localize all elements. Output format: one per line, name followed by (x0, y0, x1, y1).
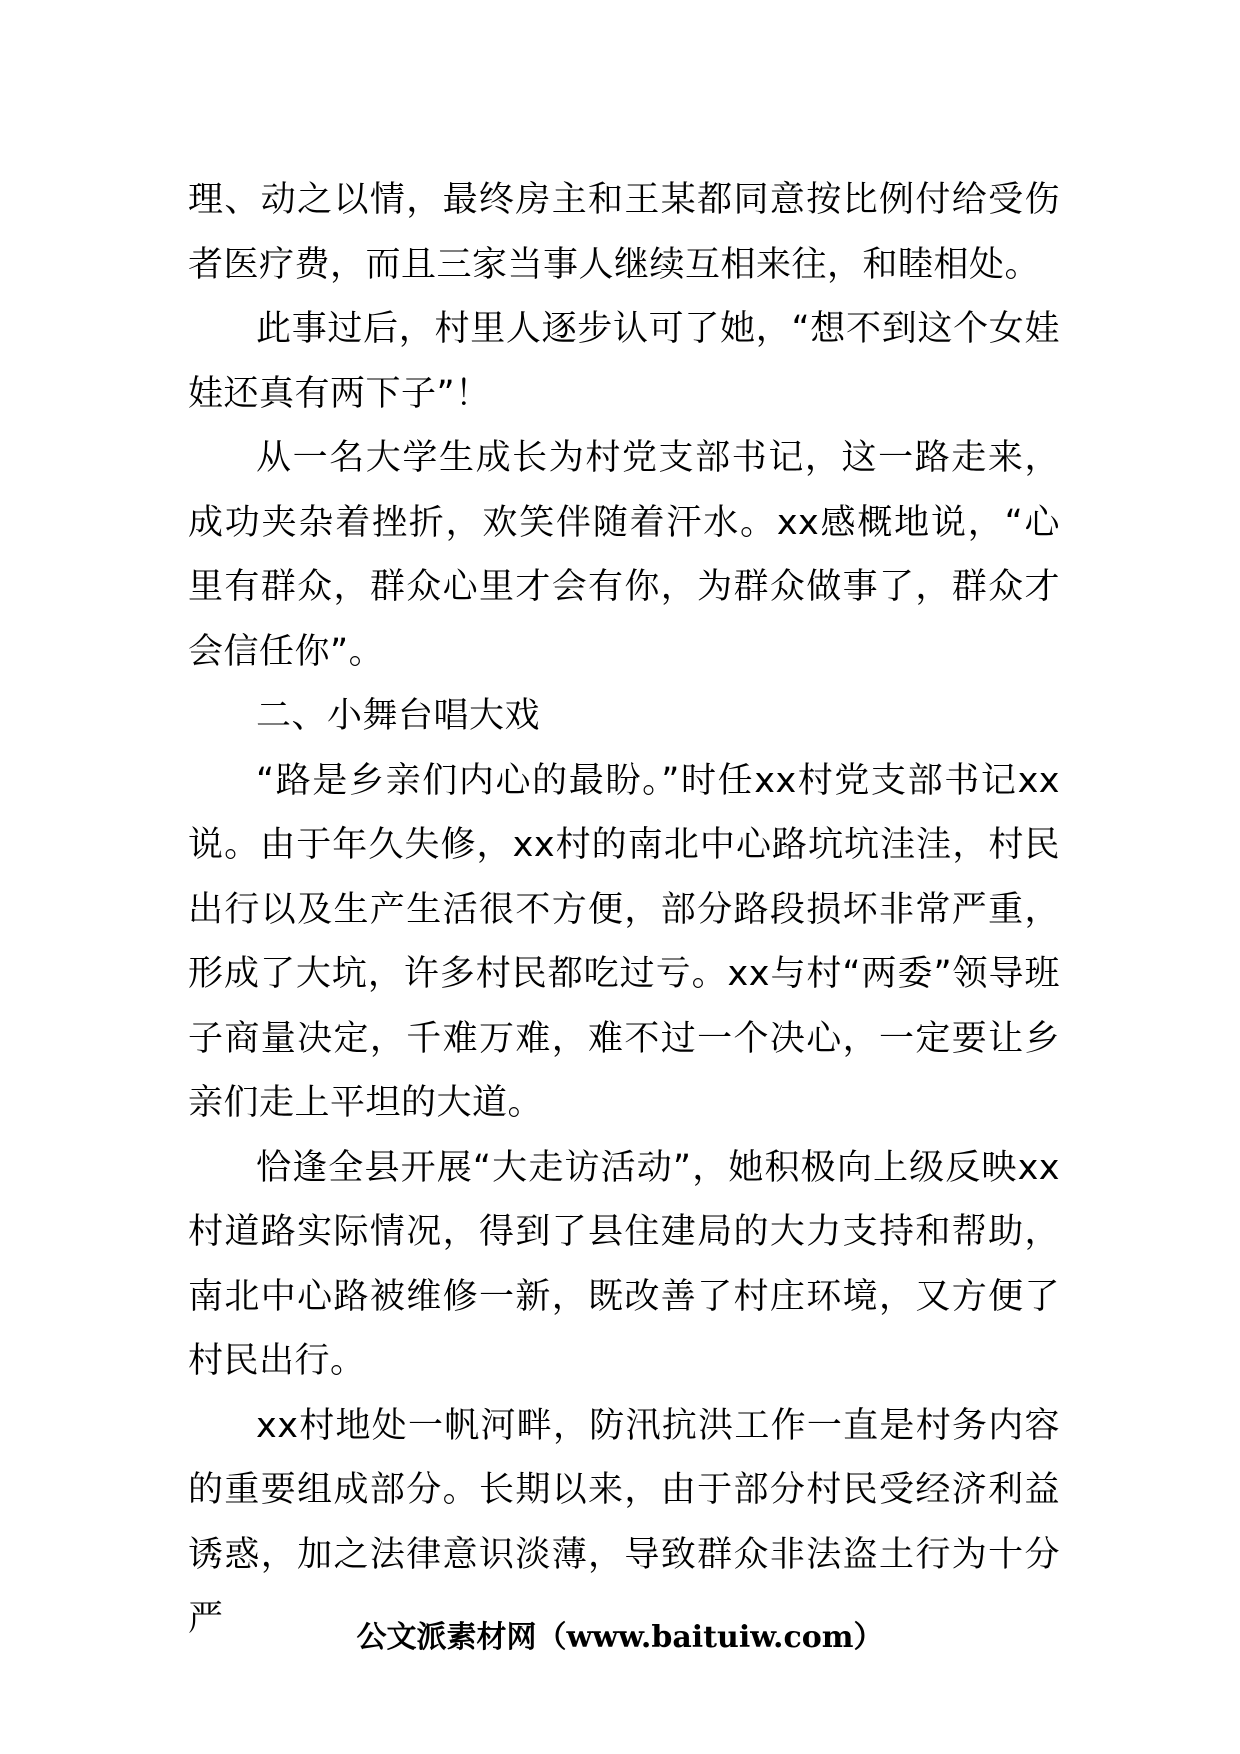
section-heading: 二、小舞台唱大戏 (256, 696, 541, 736)
paragraph: 理、动之以情，最终房主和王某都同意按比例付给受伤者医疗费，而且三家当事人继续互相来往，和睦相处。 (188, 180, 1060, 285)
paragraph: 恰逢全县开展“大走访活动”，她积极向上级反映xx村道路实际情况，得到了县住建局的大力支持和帮助，南北中心路被维修一新，既改善了村庄环境，又方便了村民出行。 (188, 1147, 1060, 1381)
footer-watermark: 公文派素材网（www.baituiw.com） (356, 1620, 884, 1655)
paragraph: xx村地处一帆河畔，防汛抗洪工作一直是村务内容的重要组成部分。长期以来，由于部分村民受经济利益诱惑，加之法律意识淡薄，导致群众非法盗土行为十分严 (188, 1405, 1060, 1639)
paragraph: “路是乡亲们内心的最盼。”时任xx村党支部书记xx说。由于年久失修，xx村的南北中心路坑坑洼洼，村民出行以及生产生活很不方便，部分路段损坏非常严重，形成了大坑，许多村民都吃过亏。xx与村“两委”领导班子商量决定，千难万难，难不过一个决心，一定要让乡亲们走上平坦的大道。 (188, 760, 1060, 1123)
document-body (188, 168, 1060, 1652)
paragraph: 从一名大学生成长为村党支部书记，这一路走来，成功夹杂着挫折，欢笑伴随着汗水。xx感概地说，“心里有群众，群众心里才会有你，为群众做事了，群众才会信任你”。 (188, 438, 1060, 672)
paragraph: 此事过后，村里人逐步认可了她，“想不到这个女娃娃还真有两下子”！ (188, 309, 1060, 414)
